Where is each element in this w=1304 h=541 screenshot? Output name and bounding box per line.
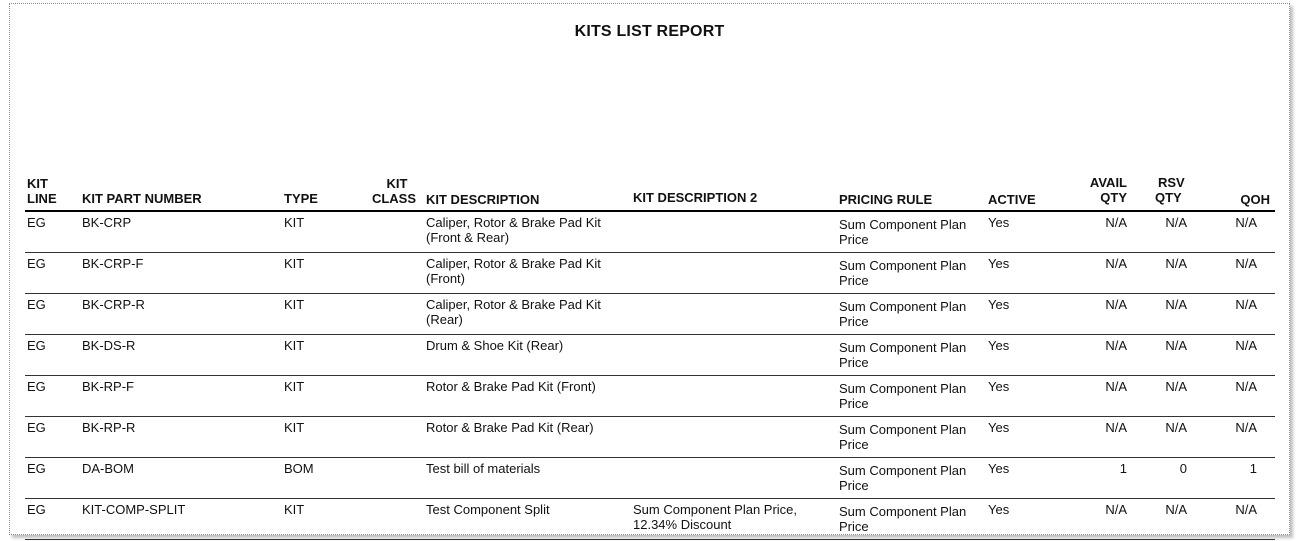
cell-type: KIT <box>284 502 305 517</box>
cell-avail-qty: N/A <box>1105 256 1127 271</box>
cell-active: Yes <box>988 215 1010 230</box>
table-row <box>25 253 1275 294</box>
cell-active: Yes <box>988 338 1010 353</box>
cell-kit-part-number: KIT-COMP-SPLIT <box>82 502 186 517</box>
cell-kit-line: EG <box>27 215 46 230</box>
cell-qoh: N/A <box>1235 379 1257 394</box>
header-kit-part-number: KIT PART NUMBER <box>82 191 202 206</box>
cell-type: KIT <box>284 215 305 230</box>
cell-qoh: N/A <box>1235 420 1257 435</box>
cell-pricing-rule: Sum Component Plan Price <box>839 217 967 247</box>
cell-qoh: N/A <box>1235 215 1257 230</box>
cell-kit-line: EG <box>27 256 46 271</box>
cell-kit-description: Test bill of materials <box>426 461 541 476</box>
cell-rsv-qty: N/A <box>1165 420 1187 435</box>
cell-qoh: N/A <box>1235 502 1257 517</box>
cell-kit-part-number: DA-BOM <box>82 461 134 476</box>
cell-active: Yes <box>988 379 1010 394</box>
cell-qoh: N/A <box>1235 338 1257 353</box>
cell-pricing-rule: Sum Component Plan Price <box>839 299 967 329</box>
cell-kit-part-number: BK-CRP-F <box>82 256 144 271</box>
cell-kit-line: EG <box>27 379 46 394</box>
cell-avail-qty: N/A <box>1105 215 1127 230</box>
cell-avail-qty: N/A <box>1105 420 1127 435</box>
cell-rsv-qty: N/A <box>1165 297 1187 312</box>
cell-kit-description: Test Component Split <box>426 502 550 517</box>
cell-avail-qty: N/A <box>1105 338 1127 353</box>
header-avail-qty: AVAIL QTY <box>1089 175 1127 205</box>
cell-rsv-qty: N/A <box>1165 256 1187 271</box>
cell-kit-line: EG <box>27 338 46 353</box>
cell-kit-description: Rotor & Brake Pad Kit (Front) <box>426 379 596 394</box>
table-body <box>25 212 1275 540</box>
cell-active: Yes <box>988 256 1010 271</box>
table-header <box>25 170 1275 212</box>
cell-kit-part-number: BK-CRP-R <box>82 297 145 312</box>
header-active: ACTIVE <box>988 192 1036 207</box>
cell-type: KIT <box>284 256 305 271</box>
cell-active: Yes <box>988 502 1010 517</box>
cell-kit-line: EG <box>27 502 46 517</box>
table-row <box>25 417 1275 458</box>
cell-rsv-qty: N/A <box>1165 379 1187 394</box>
header-type: TYPE <box>284 191 318 206</box>
cell-kit-line: EG <box>27 461 46 476</box>
cell-avail-qty: 1 <box>1119 461 1127 476</box>
cell-type: KIT <box>284 338 305 353</box>
cell-type: KIT <box>284 297 305 312</box>
cell-kit-part-number: BK-RP-R <box>82 420 136 435</box>
cell-rsv-qty: 0 <box>1179 461 1187 476</box>
cell-kit-description: Rotor & Brake Pad Kit (Rear) <box>426 420 594 435</box>
header-kit-description: KIT DESCRIPTION <box>426 192 540 207</box>
table-row <box>25 499 1275 540</box>
cell-avail-qty: N/A <box>1105 297 1127 312</box>
table-row <box>25 376 1275 417</box>
cell-kit-part-number: BK-RP-F <box>82 379 134 394</box>
cell-pricing-rule: Sum Component Plan Price <box>839 463 967 493</box>
report-page <box>9 3 1290 535</box>
cell-kit-line: EG <box>27 297 46 312</box>
cell-kit-description: Caliper, Rotor & Brake Pad Kit (Front) <box>426 256 601 286</box>
cell-kit-part-number: BK-DS-R <box>82 338 136 353</box>
cell-type: BOM <box>284 461 314 476</box>
cell-qoh: 1 <box>1249 461 1257 476</box>
header-kit-line: KIT LINE <box>27 176 57 206</box>
cell-pricing-rule: Sum Component Plan Price <box>839 340 967 370</box>
cell-pricing-rule: Sum Component Plan Price <box>839 381 967 411</box>
cell-active: Yes <box>988 461 1010 476</box>
cell-type: KIT <box>284 420 305 435</box>
cell-rsv-qty: N/A <box>1165 215 1187 230</box>
table-row <box>25 294 1275 335</box>
header-kit-description-2: KIT DESCRIPTION 2 <box>633 190 758 205</box>
report-title: KITS LIST REPORT <box>574 23 725 40</box>
cell-kit-description: Drum & Shoe Kit (Rear) <box>426 338 564 353</box>
header-rsv-qty: RSV QTY <box>1155 175 1185 205</box>
cell-kit-part-number: BK-CRP <box>82 215 132 230</box>
cell-type: KIT <box>284 379 305 394</box>
cell-rsv-qty: N/A <box>1165 502 1187 517</box>
cell-active: Yes <box>988 297 1010 312</box>
cell-active: Yes <box>988 420 1010 435</box>
table-row <box>25 212 1275 253</box>
cell-rsv-qty: N/A <box>1165 338 1187 353</box>
cell-kit-description: Caliper, Rotor & Brake Pad Kit (Rear) <box>426 297 601 327</box>
cell-avail-qty: N/A <box>1105 379 1127 394</box>
cell-pricing-rule: Sum Component Plan Price <box>839 258 967 288</box>
table-row <box>25 335 1275 376</box>
cell-kit-description: Caliper, Rotor & Brake Pad Kit (Front & Rear) <box>426 215 601 245</box>
cell-pricing-rule: Sum Component Plan Price <box>839 422 967 452</box>
cell-kit-description-2: Sum Component Plan Price, 12.34% Discount <box>633 502 798 532</box>
cell-pricing-rule: Sum Component Plan Price <box>839 504 967 534</box>
cell-qoh: N/A <box>1235 256 1257 271</box>
table-row <box>25 458 1275 499</box>
header-qoh: QOH <box>1240 192 1270 207</box>
cell-avail-qty: N/A <box>1105 502 1127 517</box>
header-pricing-rule: PRICING RULE <box>839 192 933 207</box>
cell-kit-line: EG <box>27 420 46 435</box>
cell-qoh: N/A <box>1235 297 1257 312</box>
header-kit-class: KIT CLASS <box>371 176 416 206</box>
